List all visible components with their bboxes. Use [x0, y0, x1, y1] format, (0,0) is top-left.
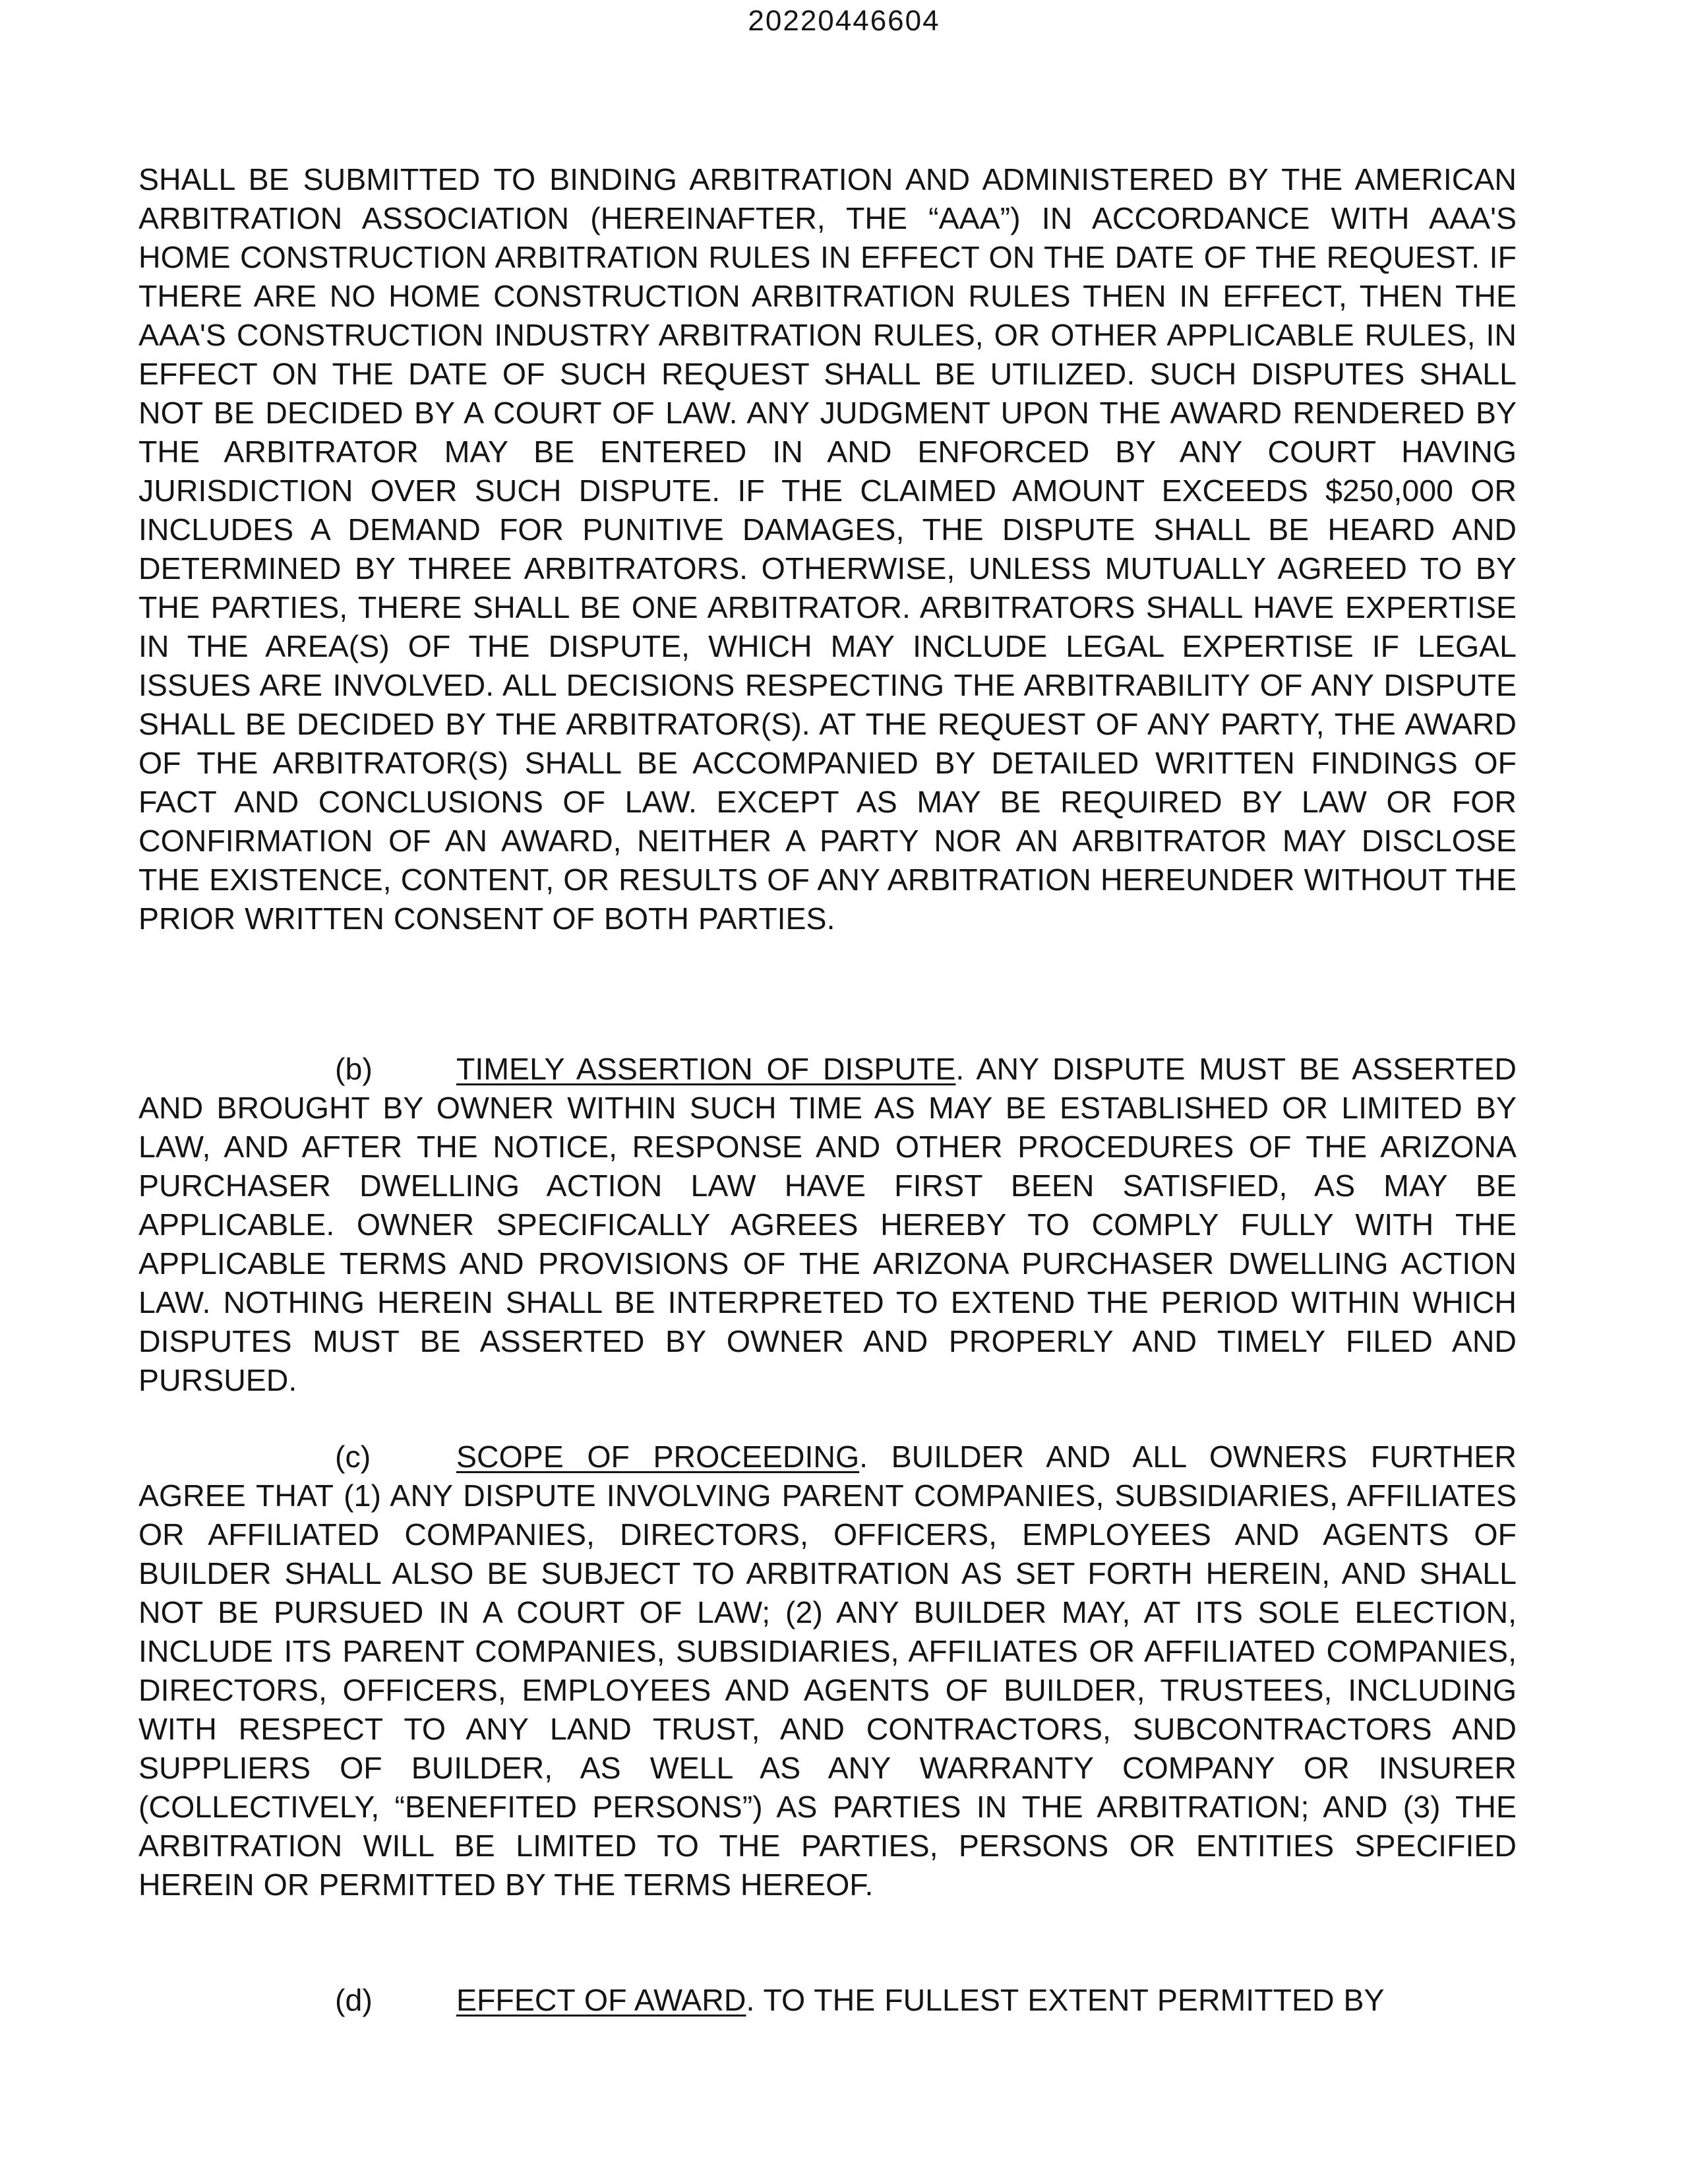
- section-b-paragraph: [138, 1050, 1517, 1400]
- arbitration-paragraph: SHALL BE SUBMITTED TO BINDING ARBITRATION AND ADMINISTERED BY THE AMERICAN ARBITRATION ASSOCIATION (HEREINAFTER, THE “AAA”) IN ACCORDANCE WITH AAA'S HOME CONSTRUCTION ARBITRATION RULES IN EFFECT ON THE DATE OF THE REQUEST. IF THERE ARE NO HOME CONSTRUCTION ARBITRATION RULES THEN IN EFFECT, THEN THE AAA'S CONSTRUCTION INDUSTRY ARBITRATION RULES, OR OTHER APPLICABLE RULES, IN EFFECT ON THE DATE OF SUCH REQUEST SHALL BE UTILIZED. SUCH DISPUTES SHALL NOT BE DECIDED BY A COURT OF LAW. ANY JUDGMENT UPON THE AWARD RENDERED BY THE ARBITRATOR MAY BE ENTERED IN AND ENFORCED BY ANY COURT HAVING JURISDICTION OVER SUCH DISPUTE. IF THE CLAIMED AMOUNT EXCEEDS $250,000 OR INCLUDES A DEMAND FOR PUNITIVE DAMAGES, THE DISPUTE SHALL BE HEARD AND DETERMINED BY THREE ARBITRATORS. OTHERWISE, UNLESS MUTUALLY AGREED TO BY THE PARTIES, THERE SHALL BE ONE ARBITRATOR. ARBITRATORS SHALL HAVE EXPERTISE IN THE AREA(S) OF THE DISPUTE, WHICH MAY INCLUDE LEGAL EXPERTISE IF LEGAL ISSUES ARE INVOLVED. ALL DECISIONS RESPECTING THE ARBITRABILITY OF ANY DISPUTE SHALL BE DECIDED BY THE ARBITRATOR(S). AT THE REQUEST OF ANY PARTY, THE AWARD OF THE ARBITRATOR(S) SHALL BE ACCOMPANIED BY DETAILED WRITTEN FINDINGS OF FACT AND CONCLUSIONS OF LAW. EXCEPT AS MAY BE REQUIRED BY LAW OR FOR CONFIRMATION OF AN AWARD, NEITHER A PARTY NOR AN ARBITRATOR MAY DISCLOSE THE EXISTENCE, CONTENT, OR RESULTS OF ANY ARBITRATION HEREUNDER WITHOUT THE PRIOR WRITTEN CONSENT OF BOTH PARTIES.: [138, 162, 1517, 936]
- section-b-heading: TIMELY ASSERTION OF DISPUTE: [456, 1051, 956, 1086]
- document-number: 20220446604: [748, 5, 940, 37]
- section-b-label: (b): [335, 1051, 373, 1086]
- section-d-heading: EFFECT OF AWARD: [456, 1982, 746, 2017]
- section-c-text: . BUILDER AND ALL OWNERS FURTHER AGREE THAT (1) ANY DISPUTE INVOLVING PARENT COMPANIES, SUBSIDIARIES, AFFILIATES OR AFFILIATED COMPANIES, DIRECTORS, OFFICERS, EMPLOYEES AND AGENTS OF BUILDER SHALL ALSO BE SUBJECT TO ARBITRATION AS SET FORTH HEREIN, AND SHALL NOT BE PURSUED IN A COURT OF LAW; (2) ANY BUILDER MAY, AT ITS SOLE ELECTION, INCLUDE ITS PARENT COMPANIES, SUBSIDIARIES, AFFILIATES OR AFFILIATED COMPANIES, DIRECTORS, OFFICERS, EMPLOYEES AND AGENTS OF BUILDER, TRUSTEES, INCLUDING WITH RESPECT TO ANY LAND TRUST, AND CONTRACTORS, SUBCONTRACTORS AND SUPPLIERS OF BUILDER, AS WELL AS ANY WARRANTY COMPANY OR INSURER (COLLECTIVELY, “BENEFITED PERSONS”) AS PARTIES IN THE ARBITRATION; AND (3) THE ARBITRATION WILL BE LIMITED TO THE PARTIES, PERSONS OR ENTITIES SPECIFIED HEREIN OR PERMITTED BY THE TERMS HEREOF.: [138, 1439, 1517, 1902]
- section-c-heading: SCOPE OF PROCEEDING: [456, 1439, 860, 1474]
- section-c-paragraph: [138, 1438, 1517, 1904]
- section-d-paragraph: [138, 1981, 1517, 2020]
- section-d-text: . TO THE FULLEST EXTENT PERMITTED BY: [746, 1982, 1385, 2017]
- section-c-label: (c): [335, 1439, 371, 1474]
- section-b-text: . ANY DISPUTE MUST BE ASSERTED AND BROUGHT BY OWNER WITHIN SUCH TIME AS MAY BE ESTABLISHED OR LIMITED BY LAW, AND AFTER THE NOTICE, RESPONSE AND OTHER PROCEDURES OF THE ARIZONA PURCHASER DWELLING ACTION LAW HAVE FIRST BEEN SATISFIED, AS MAY BE APPLICABLE. OWNER SPECIFICALLY AGREES HEREBY TO COMPLY FULLY WITH THE APPLICABLE TERMS AND PROVISIONS OF THE ARIZONA PURCHASER DWELLING ACTION LAW. NOTHING HEREIN SHALL BE INTERPRETED TO EXTEND THE PERIOD WITHIN WHICH DISPUTES MUST BE ASSERTED BY OWNER AND PROPERLY AND TIMELY FILED AND PURSUED.: [138, 1051, 1517, 1397]
- section-d-label: (d): [335, 1982, 373, 2017]
